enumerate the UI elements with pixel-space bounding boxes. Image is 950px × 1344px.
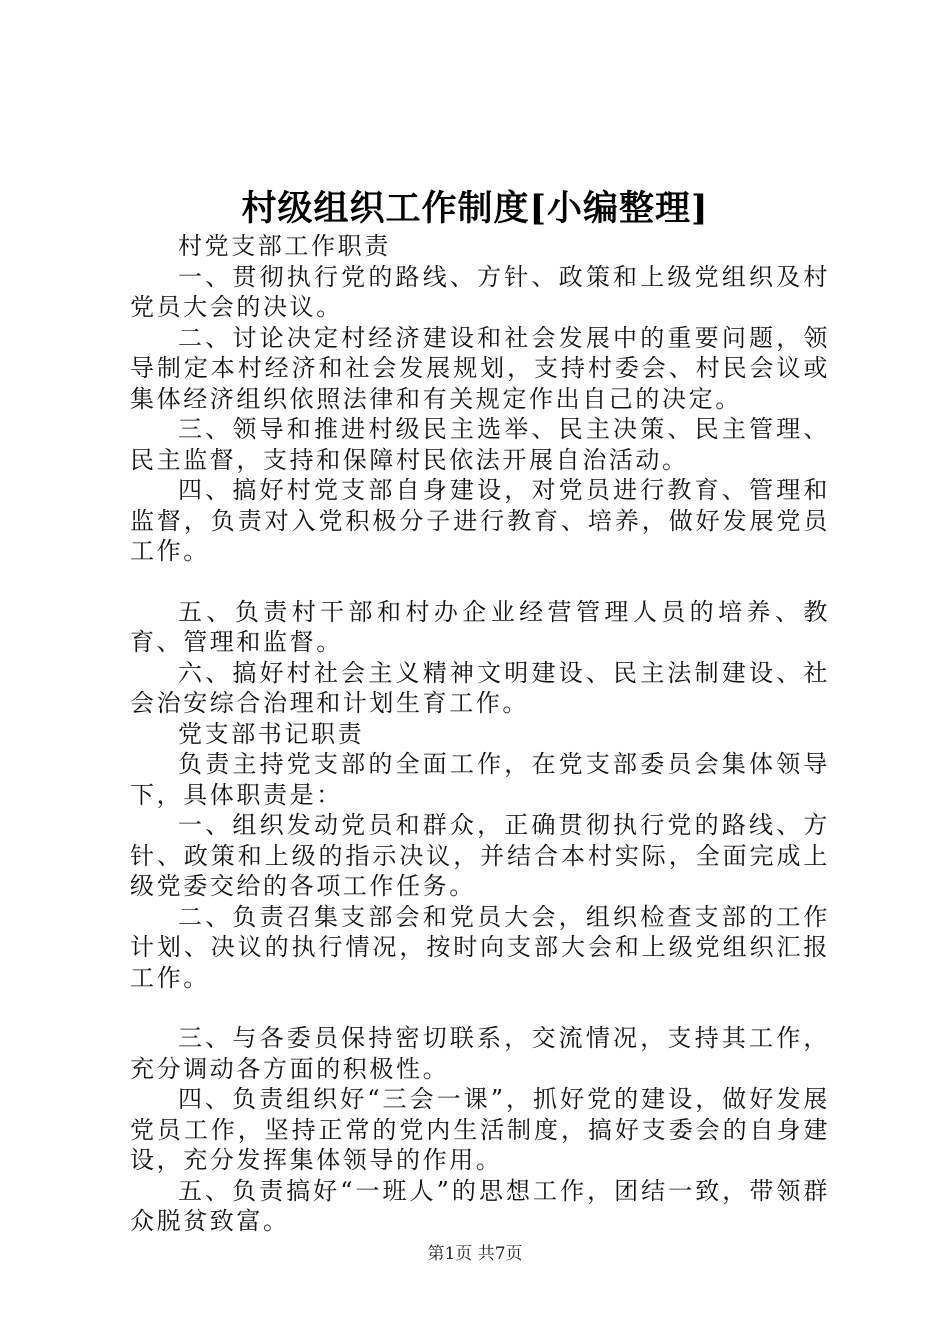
paragraph: 一、贯彻执行党的路线、方针、政策和上级党组织及村党员大会的决议。	[130, 262, 830, 321]
paragraph: 五、负责搞好“一班人”的思想工作，团结一致，带领群众脱贫致富。	[130, 1176, 830, 1235]
section-heading-party-branch: 村党支部工作职责	[178, 232, 391, 260]
paragraph: 三、与各委员保持密切联系，交流情况，支持其工作，充分调动各方面的积极性。	[130, 1024, 830, 1083]
paragraph: 负责主持党支部的全面工作，在党支部委员会集体领导下，具体职责是：	[130, 750, 830, 809]
document-title: 村级组织工作制度[小编整理]	[241, 188, 709, 229]
document-body	[130, 231, 830, 1237]
section-heading-branch-secretary: 党支部书记职责	[178, 719, 365, 748]
paragraph: 五、负责村干部和村办企业经营管理人员的培养、教育、管理和监督。	[130, 597, 830, 656]
paragraph: 二、负责召集支部会和党员大会，组织检查支部的工作计划、决议的执行情况，按时向支部大会和上级党组织汇报工作。	[130, 902, 830, 992]
paragraph: 四、搞好村党支部自身建设，对党员进行教育、管理和监督，负责对入党积极分子进行教育、培养，做好发展党员工作。	[130, 476, 830, 565]
paragraph: 四、负责组织好“三会一课”，抓好党的建设，做好发展党员工作，坚持正常的党内生活制度，搞好支委会的自身建设，充分发挥集体领导的作用。	[130, 1085, 830, 1174]
paragraph: 二、讨论决定村经济建设和社会发展中的重要问题，领导制定本村经济和社会发展规划，支持村委会、村民会议或集体经济组织依照法律和有关规定作出自己的决定。	[130, 323, 830, 413]
paragraph: 六、搞好村社会主义精神文明建设、民主法制建设、社会治安综合治理和计划生育工作。	[130, 658, 830, 717]
paragraph: 一、组织发动党员和群众，正确贯彻执行党的路线、方针、政策和上级的指示决议，并结合本村实际，全面完成上级党委交给的各项工作任务。	[130, 811, 830, 900]
page-footer	[0, 1242, 950, 1266]
paragraph: 三、领导和推进村级民主选举、民主决策、民主管理、民主监督，支持和保障村民依法开展自治活动。	[130, 415, 830, 474]
page-indicator: 第1页 共7页	[427, 1244, 523, 1264]
